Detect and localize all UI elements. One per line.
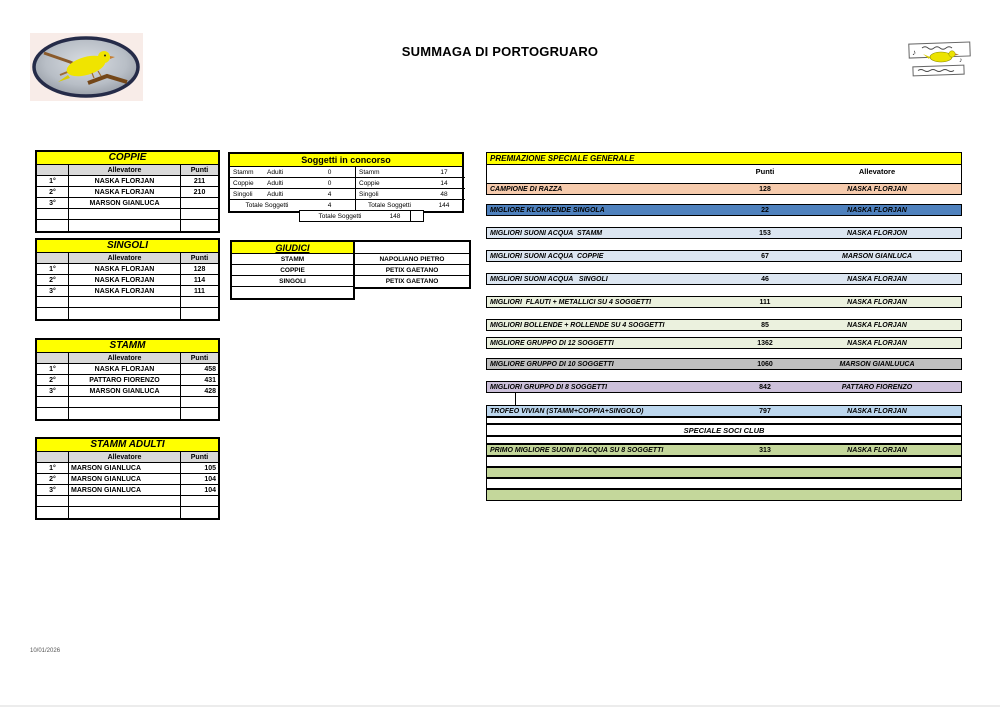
award-label: PRIMO MIGLIORE SUONI D'ACQUA SU 8 SOGGETTI — [490, 446, 664, 454]
award-label: MIGLIORI SUONI ACQUA SINGOLI — [490, 275, 608, 283]
allevatore-column-header: Allevatore — [858, 167, 896, 176]
allevatore-cell — [69, 220, 181, 231]
award-row — [486, 337, 962, 349]
rank-cell — [37, 397, 69, 408]
premiazione-column-headers — [486, 165, 962, 183]
premiazione-rows — [486, 183, 962, 501]
totale-soggetti-label: Totale Soggetti — [318, 212, 362, 220]
soggetti-age-group: Adulti — [267, 179, 284, 187]
soggetti-right-half — [355, 167, 465, 211]
allevatore-cell: NASKA FLORJAN — [69, 176, 181, 187]
cell-border-artifact — [515, 393, 516, 405]
soggetti-row — [356, 178, 465, 189]
premiazione-table — [486, 152, 962, 501]
music-note-icon: ♪ — [912, 48, 916, 57]
award-row — [486, 444, 962, 456]
allevatore-cell: NASKA FLORJAN — [69, 264, 181, 275]
stamm-table — [35, 338, 220, 421]
award-label: MIGLIORI SUONI ACQUA STAMM — [490, 229, 603, 237]
soggetti-total-value: 4 — [327, 202, 332, 209]
rank-cell — [37, 507, 69, 518]
award-label: MIGLIORE GRUPPO DI 10 SOGGETTI — [490, 360, 614, 368]
award-punti: 85 — [761, 321, 769, 329]
soggetti-row — [230, 189, 355, 200]
award-row-empty — [486, 489, 962, 501]
award-label: MIGLIORE KLOKKENDE SINGOLA — [490, 206, 605, 214]
award-row-empty — [486, 467, 962, 478]
soggetti-row — [356, 167, 465, 178]
allevatore-cell — [69, 297, 181, 308]
premiazione-header-spacer — [487, 167, 695, 183]
totale-soggetti-box — [299, 210, 424, 222]
rank-header-cell — [37, 353, 69, 364]
punti-cell — [181, 496, 218, 507]
allevatore-cell — [69, 308, 181, 319]
award-punti: 313 — [759, 446, 771, 454]
empty-bordered-row — [486, 478, 962, 489]
soggetti-category: Singoli — [359, 190, 379, 198]
row-gap — [486, 195, 962, 204]
award-row — [486, 319, 962, 331]
allevatore-header: Allevatore — [69, 253, 181, 264]
award-allevatore: NASKA FLORJAN — [847, 185, 907, 193]
award-row — [486, 296, 962, 308]
rank-cell: 3° — [37, 485, 69, 496]
soggetti-total-label: Totale Soggetti — [367, 202, 411, 209]
punti-cell — [181, 397, 218, 408]
giudici-category-cell: SINGOLI — [232, 276, 353, 287]
soggetti-row — [230, 178, 355, 189]
giudici-category-cell — [232, 287, 353, 298]
allevatore-cell: NASKA FLORJAN — [69, 187, 181, 198]
row-gap — [486, 349, 962, 358]
award-allevatore: NASKA FLORJAN — [847, 446, 907, 454]
award-label: MIGLIORI SUONI ACQUA COPPIE — [490, 252, 604, 260]
rank-cell: 1° — [37, 463, 69, 474]
award-row — [486, 227, 962, 239]
row-gap — [486, 331, 962, 337]
award-label: MIGLIORI FLAUTI + METALLICI SU 4 SOGGETTI — [490, 298, 652, 306]
award-punti: 153 — [759, 229, 771, 237]
soggetti-left-half — [230, 167, 355, 211]
rank-cell: 2° — [37, 275, 69, 286]
punti-cell: 128 — [181, 264, 218, 275]
rank-cell: 1° — [37, 264, 69, 275]
giudici-category-cell: STAMM — [232, 254, 353, 265]
award-punti: 67 — [761, 252, 769, 260]
award-row — [486, 204, 962, 216]
punti-header: Punti — [181, 253, 218, 264]
award-punti: 46 — [761, 275, 769, 283]
giudici-judge-cell: NAPOLIANO PIETRO — [355, 254, 469, 265]
rank-cell — [37, 408, 69, 419]
punti-header: Punti — [181, 452, 218, 463]
allevatore-cell: MARSON GIANLUCA — [69, 474, 181, 485]
allevatore-cell: NASKA FLORJAN — [69, 364, 181, 375]
empty-bordered-row — [486, 456, 962, 467]
rank-cell: 3° — [37, 198, 69, 209]
club-logo — [908, 40, 972, 78]
award-allevatore: PATTARO FIORENZO — [841, 383, 913, 391]
rank-cell: 1° — [37, 176, 69, 187]
rank-header-cell — [37, 452, 69, 463]
giudici-categories-column — [230, 240, 355, 300]
award-punti: 22 — [761, 206, 769, 214]
empty-bordered-row — [486, 417, 962, 424]
award-punti: 111 — [759, 298, 771, 306]
allevatore-cell — [69, 209, 181, 220]
award-row — [486, 405, 962, 417]
award-row — [486, 250, 962, 262]
soggetti-count: 0 — [327, 168, 332, 176]
stamm-title: STAMM — [37, 340, 218, 353]
allevatore-cell — [69, 507, 181, 518]
punti-cell — [181, 408, 218, 419]
rank-cell: 3° — [37, 386, 69, 397]
rank-cell — [37, 220, 69, 231]
rank-cell: 2° — [37, 187, 69, 198]
punti-cell — [181, 507, 218, 518]
award-label: TROFEO VIVIAN (STAMM+COPPIA+SINGOLO) — [490, 407, 644, 415]
punti-cell: 104 — [181, 474, 218, 485]
punti-cell: 431 — [181, 375, 218, 386]
soggetti-count: 0 — [327, 179, 332, 187]
punti-cell — [181, 198, 218, 209]
award-allevatore: NASKA FLORJAN — [847, 407, 907, 415]
award-punti: 128 — [759, 185, 771, 193]
rank-cell — [37, 209, 69, 220]
soggetti-total-value: 144 — [438, 202, 450, 209]
punti-column-header: Punti — [755, 167, 775, 176]
print-date: 10/01/2026 — [30, 648, 61, 654]
giudici-judge-cell: PETIX GAETANO — [385, 278, 439, 285]
soggetti-count: 4 — [327, 190, 332, 198]
allevatore-cell: MARSON GIANLUCA — [69, 198, 181, 209]
giudici-names-column — [355, 240, 471, 289]
allevatore-cell: MARSON GIANLUCA — [69, 485, 181, 496]
soggetti-row — [230, 167, 355, 178]
award-label: MIGLIORI BOLLENDE + ROLLENDE SU 4 SOGGETTI — [490, 321, 665, 329]
soggetti-count: 17 — [440, 168, 448, 176]
award-row — [486, 183, 962, 195]
soggetti-category: Coppie — [233, 179, 254, 187]
award-row — [486, 273, 962, 285]
punti-cell — [181, 220, 218, 231]
allevatore-cell: NASKA FLORJAN — [69, 275, 181, 286]
rank-cell: 2° — [37, 375, 69, 386]
award-punti: 842 — [759, 383, 771, 391]
coppie-table — [35, 150, 220, 233]
punti-cell: 211 — [181, 176, 218, 187]
soggetti-body — [230, 167, 462, 211]
award-punti: 1060 — [757, 360, 773, 368]
soggetti-count: 48 — [440, 190, 448, 198]
award-allevatore: NASKA FLORJAN — [847, 206, 907, 214]
allevatore-header: Allevatore — [69, 165, 181, 176]
stamp-canary-head — [949, 51, 955, 57]
award-allevatore: NASKA FLORJON — [846, 229, 908, 237]
allevatore-cell: PATTARO FIORENZO — [69, 375, 181, 386]
soggetti-count: 14 — [440, 179, 448, 187]
row-gap — [486, 216, 962, 227]
award-label: MIGLIORI GRUPPO DI 8 SOGGETTI — [490, 383, 608, 391]
rank-cell: 3° — [37, 286, 69, 297]
allevatore-cell — [69, 408, 181, 419]
award-row — [486, 358, 962, 370]
punti-cell: 105 — [181, 463, 218, 474]
soggetti-in-concorso-table — [228, 152, 464, 220]
row-gap — [486, 308, 962, 319]
soggetti-category: Stamm — [233, 168, 254, 176]
stamp-bottom-box — [913, 65, 964, 76]
coppie-title: COPPIE — [37, 152, 218, 165]
singoli-table — [35, 238, 220, 321]
singoli-title: SINGOLI — [37, 240, 218, 253]
giudici-category-cell: COPPIE — [232, 265, 353, 276]
rank-cell: 1° — [37, 364, 69, 375]
row-gap — [486, 285, 962, 296]
soggetti-title: Soggetti in concorso — [230, 154, 462, 167]
award-punti: 1362 — [757, 339, 773, 347]
totale-soggetti-spacer — [410, 211, 423, 221]
empty-bordered-row — [486, 436, 962, 444]
rank-header-cell — [37, 165, 69, 176]
rank-cell: 2° — [37, 474, 69, 485]
allevatore-cell — [69, 397, 181, 408]
award-allevatore: NASKA FLORJAN — [847, 339, 907, 347]
totale-soggetti-value: 148 — [389, 212, 401, 220]
award-allevatore: NASKA FLORJAN — [847, 321, 907, 329]
allevatore-header: Allevatore — [69, 452, 181, 463]
section-row: SPECIALE SOCI CLUB — [486, 424, 962, 436]
allevatore-cell — [69, 496, 181, 507]
punti-cell — [181, 308, 218, 319]
punti-cell: 111 — [181, 286, 218, 297]
award-allevatore: NASKA FLORJAN — [847, 275, 907, 283]
giudici-header-empty — [355, 242, 469, 254]
soggetti-category: Coppie — [359, 179, 380, 187]
award-allevatore: MARSON GIANLUUCA — [839, 360, 915, 368]
row-gap — [486, 370, 962, 381]
giudici-judge-cell: PETIX GAETANO — [355, 265, 469, 276]
music-note-icon-2: ♪ — [959, 57, 963, 64]
punti-cell: 104 — [181, 485, 218, 496]
award-allevatore: MARSON GIANLUCA — [842, 252, 912, 260]
soggetti-category: Singoli — [233, 190, 253, 198]
allevatore-cell: MARSON GIANLUCA — [69, 386, 181, 397]
rank-header-cell — [37, 253, 69, 264]
award-label: CAMPIONE DI RAZZA — [490, 185, 563, 193]
award-punti: 797 — [759, 407, 771, 415]
punti-cell: 114 — [181, 275, 218, 286]
punti-cell — [181, 297, 218, 308]
punti-header: Punti — [181, 353, 218, 364]
award-label: MIGLIORE GRUPPO DI 12 SOGGETTI — [490, 339, 614, 347]
giudici-title: GIUDICI — [232, 242, 353, 254]
allevatore-header: Allevatore — [69, 353, 181, 364]
soggetti-age-group: Adulti — [267, 168, 284, 176]
punti-cell: 428 — [181, 386, 218, 397]
soggetti-total-label: Totale Soggetti — [245, 202, 289, 209]
soggetti-row — [356, 189, 465, 200]
giudici-table — [230, 240, 471, 300]
stamm-adulti-title: STAMM ADULTI — [37, 439, 218, 452]
row-gap — [486, 262, 962, 273]
premiazione-title: PREMIAZIONE SPECIALE GENERALE — [486, 152, 962, 165]
rank-cell — [37, 496, 69, 507]
allevatore-cell: NASKA FLORJAN — [69, 286, 181, 297]
row-gap — [486, 239, 962, 250]
allevatore-cell: MARSON GIANLUCA — [69, 463, 181, 474]
punti-cell — [181, 209, 218, 220]
soggetti-category: Stamm — [359, 168, 380, 176]
page-title: SUMMAGA DI PORTOGRUARO — [401, 44, 599, 59]
award-allevatore: NASKA FLORJAN — [847, 298, 907, 306]
punti-cell: 458 — [181, 364, 218, 375]
rank-cell — [37, 308, 69, 319]
soggetti-age-group: Adulti — [267, 190, 284, 198]
row-gap — [486, 393, 962, 405]
rank-cell — [37, 297, 69, 308]
award-row — [486, 381, 962, 393]
stamm-adulti-table — [35, 437, 220, 520]
punti-header: Punti — [181, 165, 218, 176]
punti-cell: 210 — [181, 187, 218, 198]
